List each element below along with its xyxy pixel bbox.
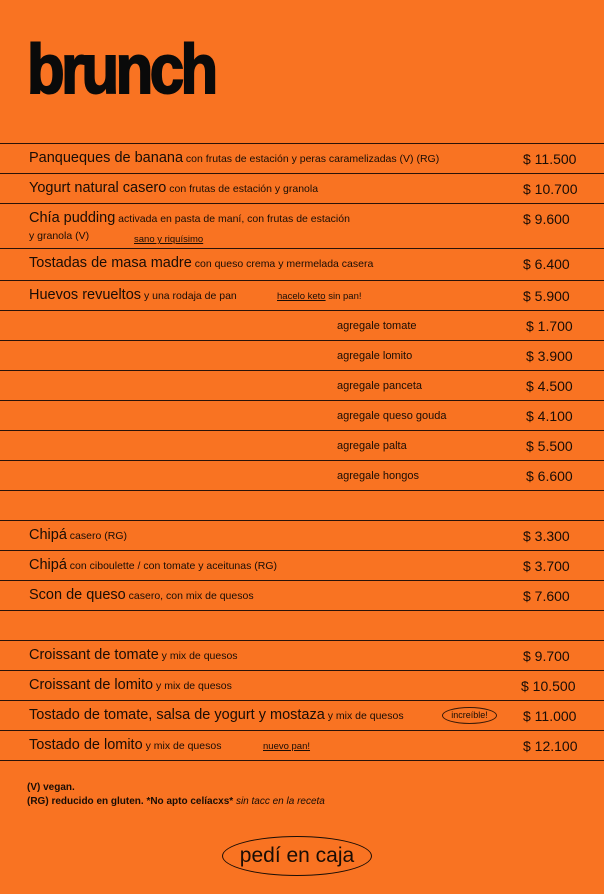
menu-item bbox=[0, 174, 604, 204]
dietary-legend bbox=[27, 781, 325, 809]
addon-item bbox=[0, 311, 604, 341]
addon-label: agregale palta bbox=[337, 440, 407, 452]
addon-item bbox=[0, 401, 604, 431]
addon-label: agregale tomate bbox=[337, 320, 417, 332]
addon-label: agregale queso gouda bbox=[337, 410, 447, 422]
menu-item bbox=[0, 204, 604, 249]
item-price: $ 9.700 bbox=[523, 648, 570, 664]
addon-item bbox=[0, 371, 604, 401]
item-price: $ 3.300 bbox=[523, 528, 570, 544]
item-name: Scon de queso casero, con mix de quesos bbox=[29, 587, 254, 603]
item-price: $ 5.900 bbox=[523, 288, 570, 304]
item-price: $ 12.100 bbox=[523, 738, 578, 754]
page-title: brunch bbox=[27, 30, 215, 108]
item-note: nuevo pan! bbox=[263, 741, 311, 752]
item-description: con ciboulette / con tomate y aceitunas (RG) bbox=[66, 560, 277, 572]
addon-price: $ 4.500 bbox=[526, 378, 573, 394]
menu-item bbox=[0, 551, 604, 581]
section-spacer bbox=[0, 491, 604, 521]
menu-item bbox=[0, 144, 604, 174]
item-note: sano y riquísimo bbox=[134, 234, 204, 245]
item-name: Panqueques de banana con frutas de estación y peras caramelizadas (V) (RG) bbox=[29, 150, 440, 166]
addon-price: $ 6.600 bbox=[526, 468, 573, 484]
addon-price: $ 4.100 bbox=[526, 408, 573, 424]
item-name: Tostado de tomate, salsa de yogurt y mostaza y mix de quesos bbox=[29, 707, 404, 723]
addon-item bbox=[0, 431, 604, 461]
item-price: $ 9.600 bbox=[523, 211, 570, 227]
menu-item bbox=[0, 671, 604, 701]
item-price: $ 10.500 bbox=[521, 678, 576, 694]
menu-item bbox=[0, 641, 604, 671]
addon-item bbox=[0, 341, 604, 371]
item-note: hacelo keto sin pan! bbox=[277, 291, 362, 302]
item-name: Croissant de lomito y mix de quesos bbox=[29, 677, 232, 693]
item-description-line2: y granola (V) bbox=[29, 230, 90, 242]
item-price: $ 10.700 bbox=[523, 181, 578, 197]
legend-gluten: (RG) reducido en gluten. *No apto celíacxs* sin tacc en la receta bbox=[27, 796, 325, 807]
item-name: Huevos revueltos y una rodaja de pan bbox=[29, 287, 237, 303]
item-name: Croissant de tomate y mix de quesos bbox=[29, 647, 238, 663]
section-spacer bbox=[0, 611, 604, 641]
item-name: Tostado de lomito y mix de quesos bbox=[29, 737, 222, 753]
item-description: y mix de quesos bbox=[142, 740, 222, 752]
item-price: $ 11.500 bbox=[523, 151, 577, 167]
addon-label: agregale hongos bbox=[337, 470, 419, 482]
item-description: con queso crema y mermelada casera bbox=[191, 258, 374, 270]
addon-label: agregale panceta bbox=[337, 380, 423, 392]
item-description: con frutas de estación y peras caramelizadas (V) (RG) bbox=[183, 153, 440, 165]
item-price: $ 7.600 bbox=[523, 588, 570, 604]
item-description: casero, con mix de quesos bbox=[125, 590, 254, 602]
highlight-badge: increíble! bbox=[442, 707, 497, 724]
item-description: y una rodaja de pan bbox=[141, 290, 237, 302]
item-description: y mix de quesos bbox=[153, 680, 232, 692]
menu-item bbox=[0, 249, 604, 281]
menu-list bbox=[0, 143, 604, 761]
item-description: y mix de quesos bbox=[158, 650, 238, 662]
addon-price: $ 1.700 bbox=[526, 318, 573, 334]
item-description: con frutas de estación y granola bbox=[166, 183, 319, 195]
menu-item bbox=[0, 701, 604, 731]
addon-label: agregale lomito bbox=[337, 350, 413, 362]
order-at-counter-badge: pedí en caja bbox=[222, 836, 372, 876]
item-name: Tostadas de masa madre con queso crema y mermelada casera bbox=[29, 255, 374, 271]
menu-item bbox=[0, 521, 604, 551]
addon-price: $ 3.900 bbox=[526, 348, 573, 364]
item-description: activada en pasta de maní, con frutas de estación bbox=[115, 213, 350, 225]
item-price: $ 3.700 bbox=[523, 558, 570, 574]
addon-price: $ 5.500 bbox=[526, 438, 573, 454]
item-name: Yogurt natural casero con frutas de estación y granola bbox=[29, 180, 319, 196]
item-price: $ 6.400 bbox=[523, 256, 570, 272]
item-name: Chipá con ciboulette / con tomate y aceitunas (RG) bbox=[29, 557, 277, 573]
legend-vegan: (V) vegan. bbox=[27, 782, 75, 793]
item-name: Chía pudding activada en pasta de maní, con frutas de estación bbox=[29, 210, 350, 226]
item-description: casero (RG) bbox=[66, 530, 127, 542]
item-name: Chipá casero (RG) bbox=[29, 527, 127, 543]
menu-item bbox=[0, 281, 604, 311]
menu-item bbox=[0, 731, 604, 761]
addon-item bbox=[0, 461, 604, 491]
menu-item bbox=[0, 581, 604, 611]
item-description: y mix de quesos bbox=[324, 710, 404, 722]
item-price: $ 11.000 bbox=[523, 708, 577, 724]
